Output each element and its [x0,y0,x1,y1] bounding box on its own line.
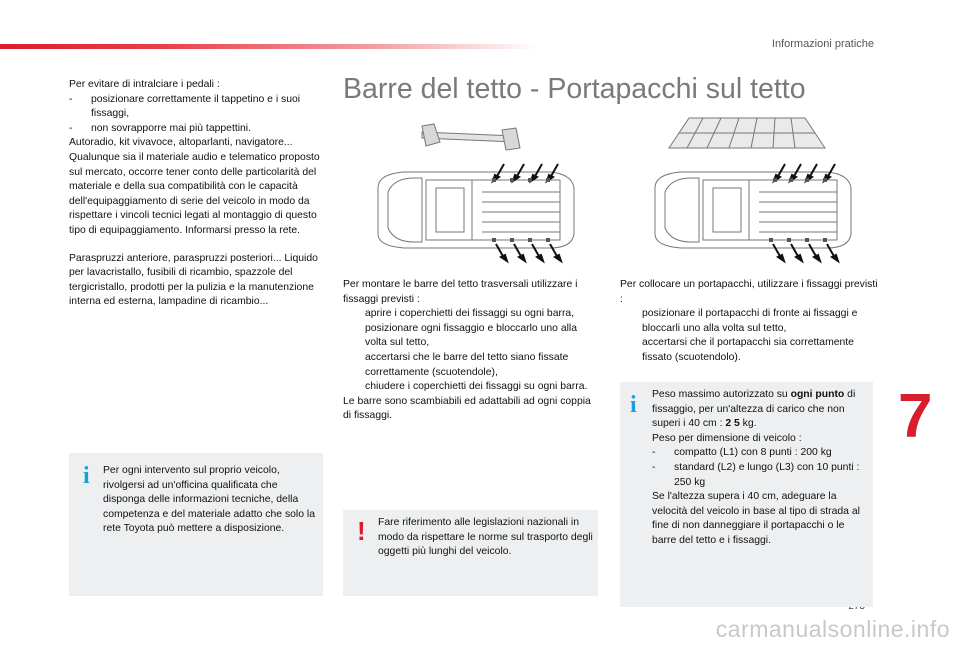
roof-bars-outro: Le barre sono scambiabili ed adattabili ad ogni coppia di fissaggi. [343,395,591,422]
left-column-text [69,78,321,310]
roof-rack-instructions [620,278,878,366]
roof-rack-illustration [641,112,873,266]
info-icon: i [630,392,637,418]
list-item: accertarsi che le barre del tetto siano fissate correttamente (scuotendole), [365,351,569,378]
watermark: carmanualsonline.info [715,616,950,642]
audio-equipment-paragraph: Qualunque sia il materiale audio e telematico proposto sul mercato, occorre tener conto delle particolarità del materiale e della sua compatibilità con le capacità dell'equipaggiamento di serie del veicolo in modo da rispettare i vincoli tecnici legati al montaggio di questo tipo di equipaggiamento. Informarsi presso la rete. [69,151,320,236]
list-item: - non sovrapporre mai più tappettini. [69,122,251,134]
list-item: accertarsi che il portapacchi sia correttamente fissato (scuotendolo). [642,337,854,363]
header-color-bar [0,44,540,49]
spare-parts-paragraph: Paraspruzzi anteriore, paraspruzzi posteriori... Liquido per lavacristallo, fusibili di ricambio, spazzole del tergicristallo, prodotti per la pulizia e la manutenzione interna ed esterna, lampadine di ricambio... [69,252,318,308]
list-item: aprire i coperchietti dei fissaggi su ogni barra, [365,308,575,320]
info-icon: i [83,463,90,489]
roof-bars-instructions [343,278,601,424]
chapter-number: 7 [898,382,933,451]
roof-bars-illustration [364,116,596,266]
list-item: - compatto (L1) con 8 punti : 200 kg [652,447,832,459]
list-item: - standard (L2) e lungo (L3) con 10 punti : 250 kg [652,461,860,488]
section-title: Informazioni pratiche [771,38,874,50]
list-item: posizionare ogni fissaggio e bloccarlo uno alla volta sul tetto, [365,322,577,349]
warning-icon: ! [357,516,366,546]
load-limits-text: Peso massimo autorizzato su ogni punto di fissaggio, per un'altezza di carico che non superi i 40 cm : 2 5 kg. Peso per dimensione di veicolo : - compatto (L1) con 8 punti : 200 kg - standard (L2) e lungo (L3) con 10 punti : 250 kg Se l'altezza supera i 40 cm, adeguare la velocità del veicolo in base al tipo di strada al fine di non danneggiare il portapacchi o le barre del tetto e i fissaggi. [652,388,870,549]
warning-box-legislation [343,510,598,596]
pedals-intro: Per evitare di intralciare i pedali : [69,79,220,90]
list-item: posizionare il portapacchi di fronte ai fissaggi e bloccarli uno alla volta sul tetto, [642,308,858,334]
list-item: - posizionare correttamente il tappetino e i suoi fissaggi, [69,93,301,120]
info-box-load-limits [620,382,873,607]
page-title: Barre del tetto - Portapacchi sul tetto [343,73,806,105]
roof-bars-intro: Per montare le barre del tetto trasversali utilizzare i fissaggi previsti : [343,279,578,305]
list-item: chiudere i coperchietti dei fissaggi su ogni barra. [365,381,588,393]
info-box-text: Per ogni intervento sul proprio veicolo, rivolgersi ad un'officina qualificata che disponga delle informazioni tecniche, della competenza e del materiale adatto che solo la rete Toyota può mettere a disposizione. [103,465,315,535]
roof-rack-intro: Per collocare un portapacchi, utilizzare i fissaggi previsti : [620,279,878,305]
info-box-service [69,453,323,596]
accessories-heading: Autoradio, kit vivavoce, altoparlanti, navigatore... [69,137,293,149]
warning-box-text: Fare riferimento alle legislazioni nazionali in modo da rispettare le norme sul trasporto degli oggetti più lunghi del veicolo. [378,517,593,558]
